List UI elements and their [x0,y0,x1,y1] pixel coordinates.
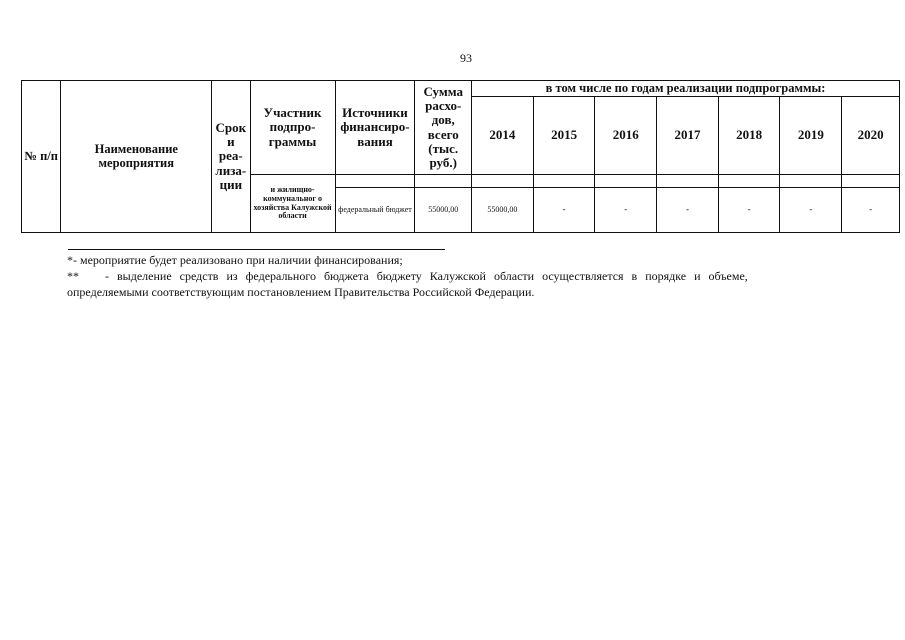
cell-empty [533,175,595,188]
cell-participant: и жилищно-коммунальног о хозяйства Калужской области [250,175,335,233]
cell-empty [657,175,719,188]
year-2017: 2017 [657,97,719,175]
header-sum: Сумма расхо-дов, всего (тыс. руб.) [415,81,472,175]
cell-year-2014: 55000,00 [472,188,534,233]
footnotes [67,253,865,300]
header-term: Срок и реа-лиза-ции [212,81,250,233]
budget-table [21,80,900,233]
cell-empty [718,175,780,188]
cell-empty [335,175,415,188]
header-by-years: в том числе по годам реализации подпрограммы: [472,81,900,97]
cell-empty [595,175,657,188]
cell-empty [472,175,534,188]
footnote-star: *- мероприятие будет реализовано при наличии финансирования; [67,253,403,267]
cell-year-2016: - [595,188,657,233]
cell-empty [415,175,472,188]
year-2018: 2018 [718,97,780,175]
header-name: Наименование мероприятия [61,81,212,233]
year-2015: 2015 [533,97,595,175]
footnote-double-star-line1 [67,269,865,285]
cell-year-2020: - [842,188,900,233]
header-row-1 [22,81,900,97]
header-num: № п/п [22,81,61,233]
footnote-double-star-marker: ** [67,268,79,283]
year-2019: 2019 [780,97,842,175]
cell-year-2018: - [718,188,780,233]
cell-year-2017: - [657,188,719,233]
cell-year-2015: - [533,188,595,233]
year-2014: 2014 [472,97,534,175]
header-sources: Источники финансиро-вания [335,81,415,175]
cell-year-2019: - [780,188,842,233]
footnote-double-star-line2: определяемыми соответствующим постановлением Правительства Российской Федерации. [67,284,535,299]
footnote-divider [68,249,445,250]
cell-empty [842,175,900,188]
year-2020: 2020 [842,97,900,175]
year-2016: 2016 [595,97,657,175]
cell-total: 55000,00 [415,188,472,233]
cell-source: федеральный бюджет [335,188,415,233]
page-number: 93 [460,51,472,65]
footnote-double-star-text: - выделение средств из федерального бюджета бюджету Калужской области осуществляется в порядке и объеме, [105,268,748,283]
cell-empty [780,175,842,188]
header-participant: Участник подпро-граммы [250,81,335,175]
